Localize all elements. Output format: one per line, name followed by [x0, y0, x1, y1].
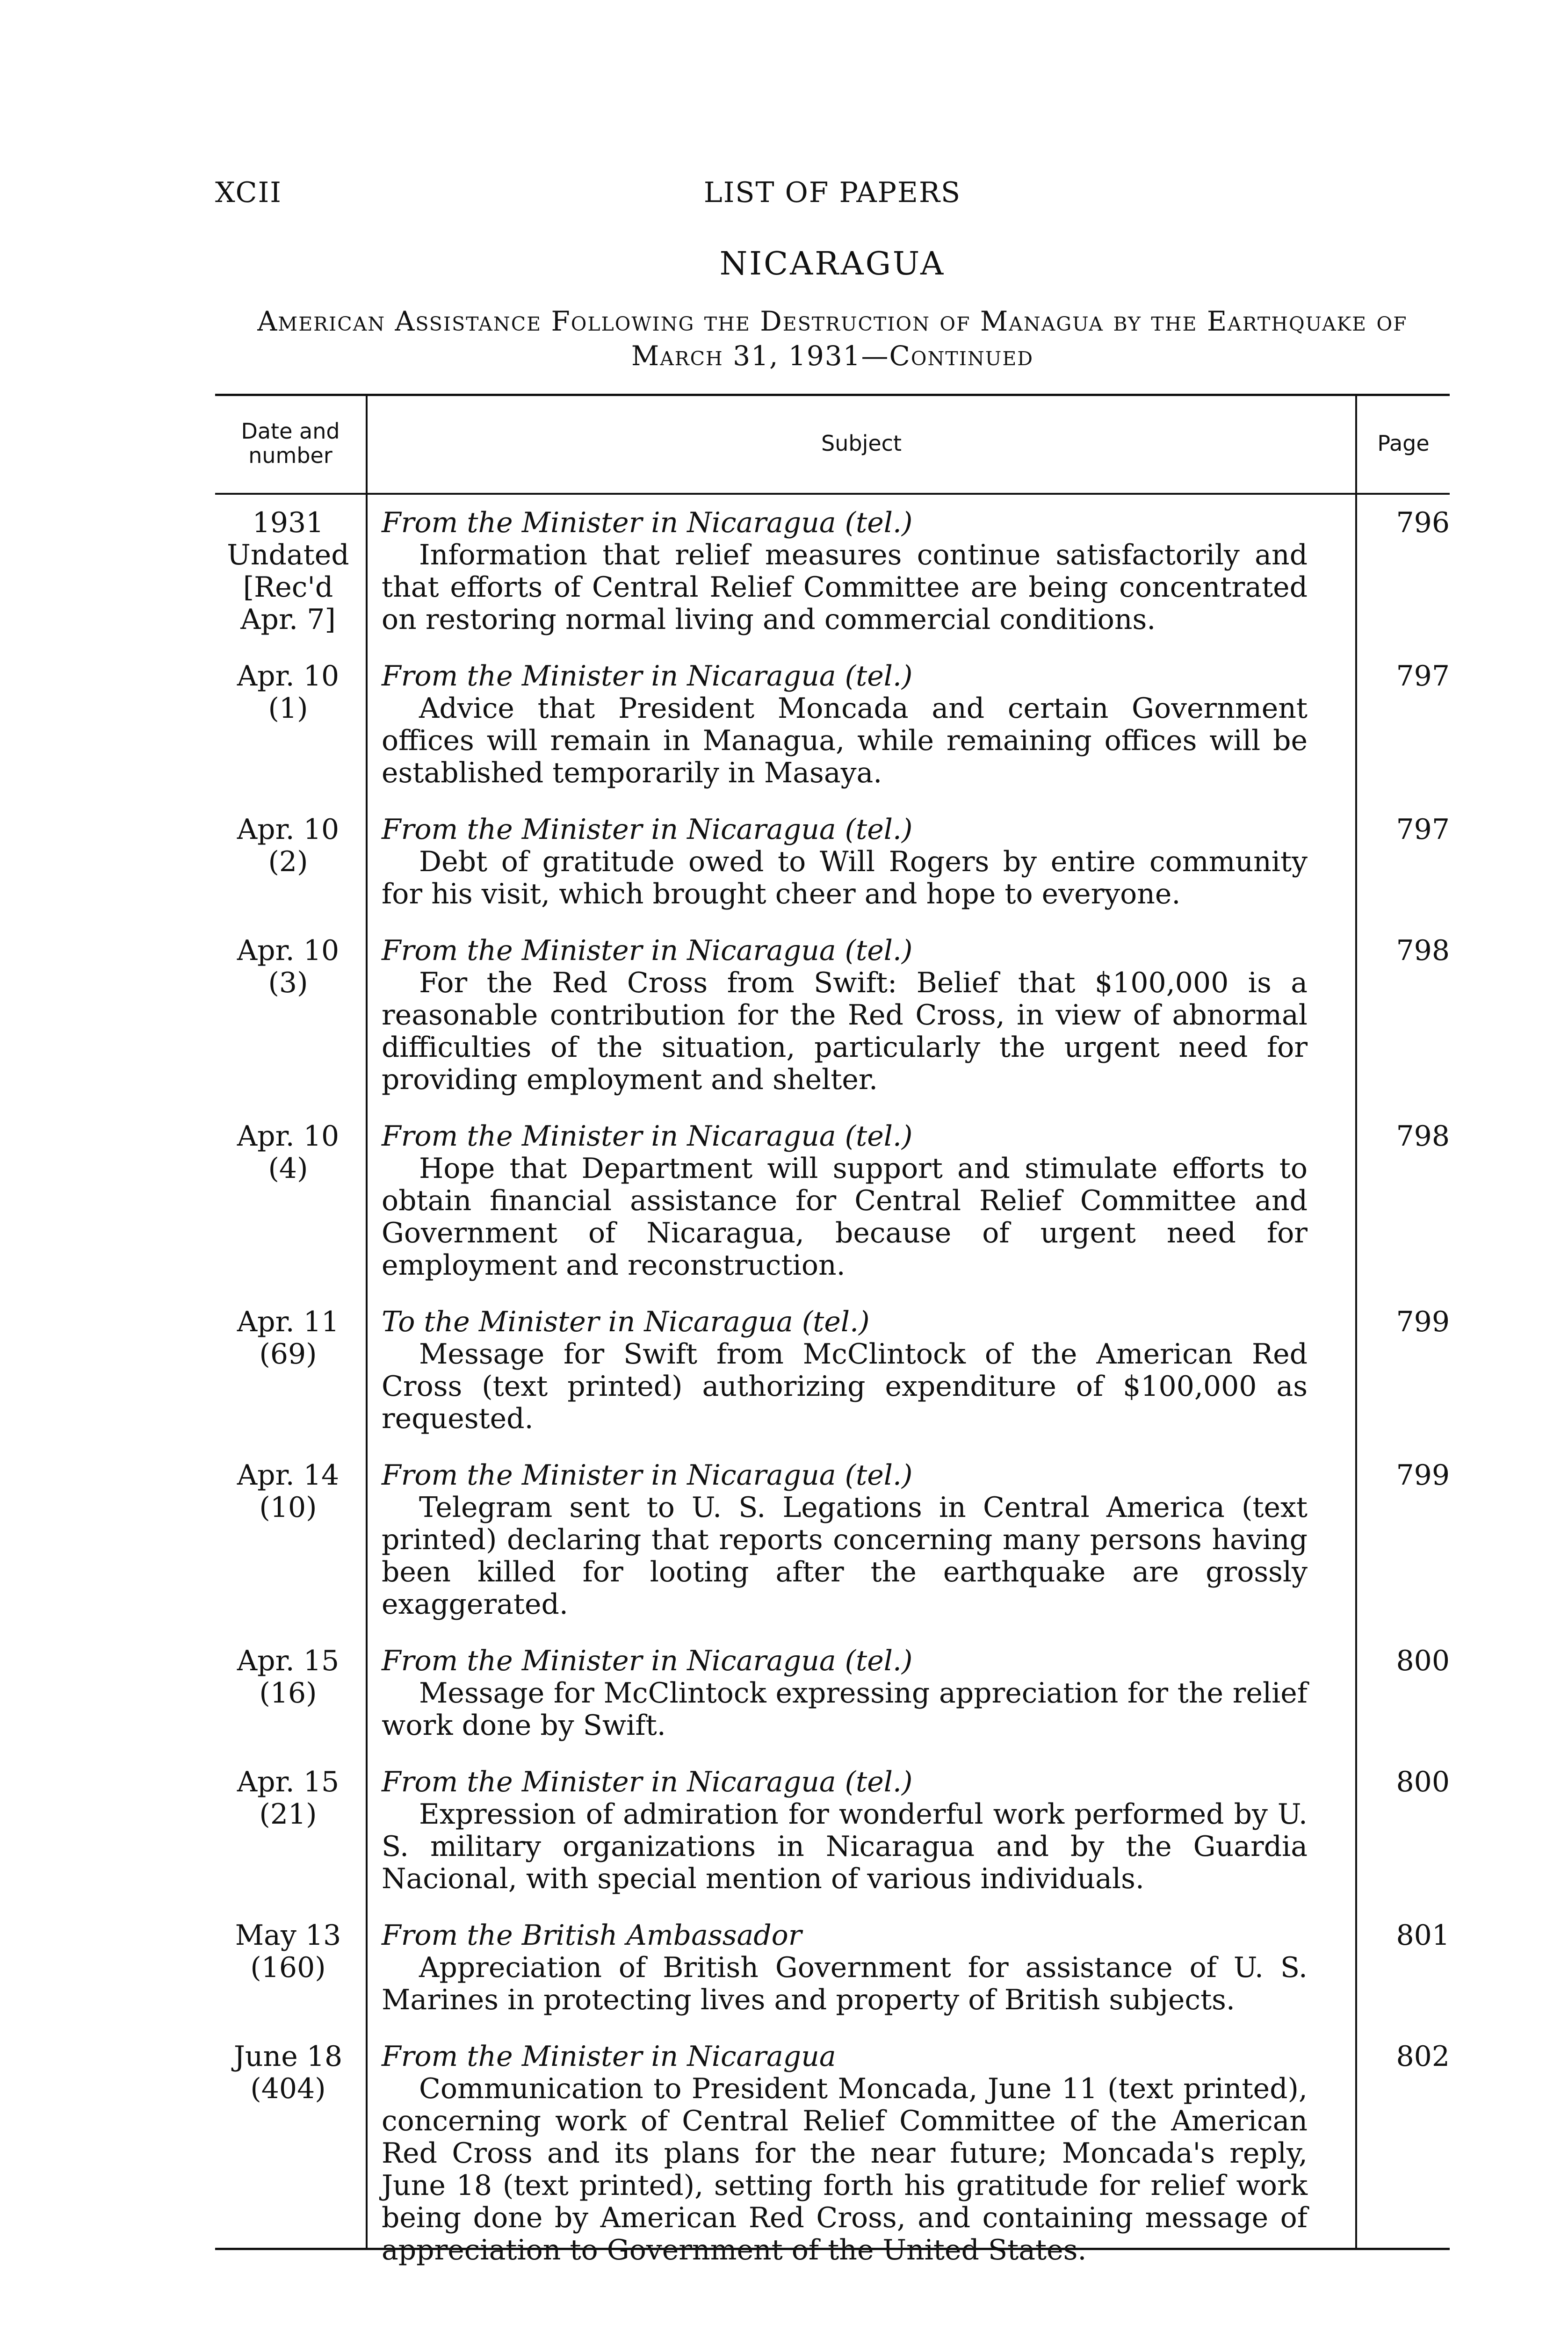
column-header-date: Date and number: [241, 419, 340, 468]
summary: Message for Swift from McClintock of the American Red Cross (text printed) authorizing expenditure of $100,000 as requested.: [382, 1338, 1308, 1435]
page-number: 797: [1396, 660, 1450, 693]
source-line: From the Minister in Nicaragua (tel.): [382, 660, 913, 693]
country-heading: NICARAGUA: [719, 245, 946, 282]
date-number: Apr. 14 (10): [237, 1459, 340, 1524]
source-line: To the Minister in Nicaragua (tel.): [382, 1306, 870, 1338]
date-number: Apr. 15 (21): [237, 1766, 340, 1831]
source-line: From the Minister in Nicaragua (tel.): [382, 506, 913, 539]
page-number: 800: [1396, 1766, 1450, 1798]
table-row: [215, 660, 1450, 789]
subject: [382, 1766, 1308, 1895]
source-line: From the Minister in Nicaragua (tel.): [382, 1645, 913, 1677]
source-line: From the Minister in Nicaragua (tel.): [382, 813, 913, 846]
source-line: From the Minister in Nicaragua (tel.): [382, 1120, 913, 1153]
subject: [382, 814, 1308, 910]
section-heading: American Assistance Following the Destruction of Managua by the Earthquake of March 31, 1931—Continued: [257, 305, 1408, 372]
date-number: 1931 Undated [Rec'd Apr. 7]: [227, 506, 349, 636]
summary: Hope that Department will support and stimulate efforts to obtain financial assistance for Central Relief Committee and Government of Nicaragua, because of urgent need for employment and reconstruction.: [382, 1152, 1308, 1282]
page-number: 802: [1396, 2040, 1450, 2073]
table-row: [215, 814, 1450, 910]
summary: Information that relief measures continue satisfactorily and that efforts of Central Relief Committee are being concentrated on restoring normal living and commercial conditions.: [382, 539, 1308, 636]
date-number: June 18 (404): [233, 2040, 343, 2105]
summary: Appreciation of British Government for assistance of U. S. Marines in protecting lives and property of British subjects.: [382, 1951, 1308, 2016]
page-number: 801: [1396, 1919, 1450, 1952]
table-body: [215, 507, 1450, 2291]
page-number: 799: [1396, 1306, 1450, 1338]
page-number: 798: [1396, 934, 1450, 967]
table-row: [215, 1919, 1450, 2016]
running-head: [215, 174, 1450, 211]
summary: Telegram sent to U. S. Legations in Central America (text printed) declaring that reports concerning many persons having been killed for looting after the earthquake are grossly exaggerated.: [382, 1491, 1308, 1621]
page-number: 798: [1396, 1120, 1450, 1153]
table-row: [215, 935, 1450, 1096]
date-number: Apr. 10 (1): [237, 660, 340, 725]
date-number: Apr. 10 (2): [237, 813, 340, 878]
page-number: 799: [1396, 1459, 1450, 1492]
document-page: [215, 0, 1450, 2338]
table-row: [215, 1306, 1450, 1435]
date-number: Apr. 15 (16): [237, 1645, 340, 1710]
table-row: [215, 1766, 1450, 1895]
table-row: [215, 1459, 1450, 1621]
subject: [382, 1459, 1308, 1621]
summary: Debt of gratitude owed to Will Rogers by entire community for his visit, which brought cheer and hope to everyone.: [382, 845, 1308, 910]
page-folio: XCII: [215, 176, 282, 209]
source-line: From the Minister in Nicaragua (tel.): [382, 1459, 913, 1492]
source-line: From the Minister in Nicaragua: [382, 2040, 836, 2073]
column-header-page: Page: [1377, 431, 1430, 456]
table-header-rule: [215, 493, 1450, 495]
date-number: Apr. 10 (3): [237, 934, 340, 999]
subject: [382, 1306, 1308, 1435]
papers-table: [215, 394, 1450, 2266]
summary: Advice that President Moncada and certain Government offices will remain in Managua, while remaining offices will be established temporarily in Masaya.: [382, 692, 1308, 789]
page-number: 796: [1396, 506, 1450, 539]
page-number: 800: [1396, 1645, 1450, 1677]
summary: Expression of admiration for wonderful work performed by U. S. military organizations in Nicaragua and by the Guardia Nacional, with special mention of various individuals.: [382, 1798, 1308, 1895]
subject: [382, 660, 1308, 789]
date-number: Apr. 10 (4): [237, 1120, 340, 1185]
running-head-title: LIST OF PAPERS: [703, 176, 961, 209]
column-header-subject: Subject: [821, 431, 902, 456]
table-row: [215, 2041, 1450, 2266]
table-row: [215, 507, 1450, 636]
table-row: [215, 1645, 1450, 1742]
subject: [382, 2041, 1308, 2266]
subject: [382, 1919, 1308, 2016]
source-line: From the Minister in Nicaragua (tel.): [382, 1766, 913, 1798]
source-line: From the British Ambassador: [382, 1919, 802, 1952]
subject: [382, 1645, 1308, 1742]
table-row: [215, 1120, 1450, 1282]
subject: [382, 1120, 1308, 1282]
summary: Communication to President Moncada, June 11 (text printed), concerning work of Central Relief Committee of the American Red Cross and its plans for the near future; Moncada's reply, June 18 (text printed), setting forth his gratitude for relief work being done by American Red Cross, and containing message of appreciation to Government of the United States.: [382, 2072, 1308, 2266]
date-number: Apr. 11 (69): [237, 1306, 340, 1371]
subject: [382, 935, 1308, 1096]
summary: Message for McClintock expressing appreciation for the relief work done by Swift.: [382, 1677, 1308, 1742]
summary: For the Red Cross from Swift: Belief that $100,000 is a reasonable contribution for the Red Cross, in view of abnormal difficulties of the situation, particularly the urgent need for providing employment and shelter.: [382, 967, 1308, 1096]
page-number: 797: [1396, 813, 1450, 846]
subject: [382, 507, 1308, 636]
source-line: From the Minister in Nicaragua (tel.): [382, 934, 913, 967]
date-number: May 13 (160): [235, 1919, 341, 1984]
